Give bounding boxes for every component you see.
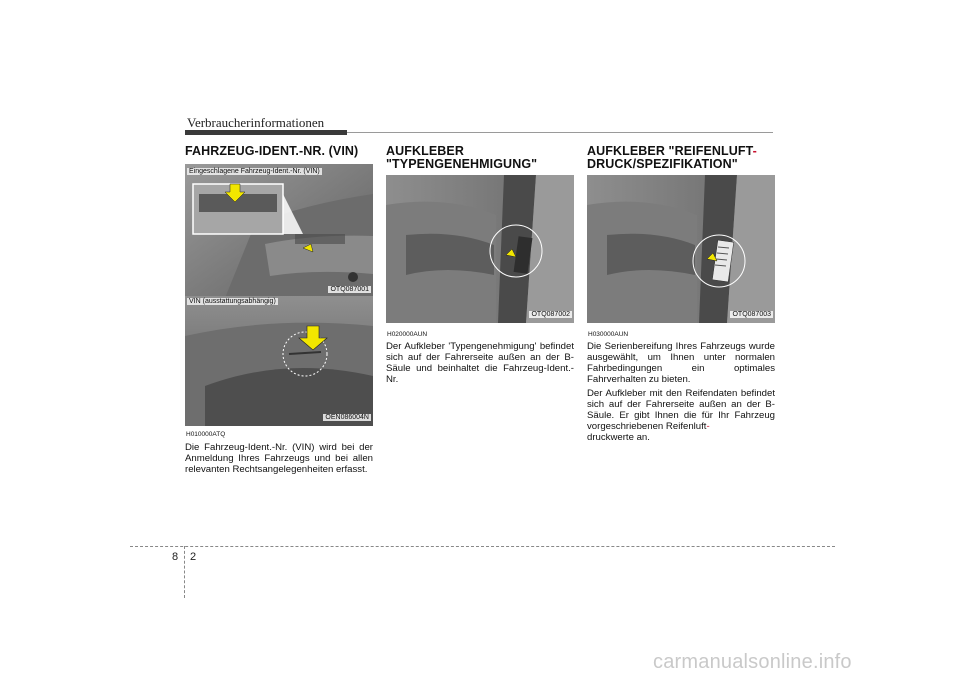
chapter-number: 8: [172, 551, 179, 563]
photo-code: OTQ087002: [531, 311, 570, 318]
paragraph-text: Der Aufkleber mit den Reifendaten befindet sich auf der Fahrerseite außen an der B-Säule. Er gibt Ihnen die für Ihr Fahrzeug vorgeschriebenen Reifenluft: [587, 388, 775, 432]
paragraph: Die Serienbereifung Ihres Fahrzeugs wurde ausgewählt, um Ihnen unter normalen Fahrbedingungen ein optimales Fahrverhalten zu bieten.: [587, 341, 775, 385]
photo-stamped-vin: [185, 164, 373, 298]
footer-rule: [130, 546, 835, 547]
heading-line: "TYPENGENEHMIGUNG": [386, 157, 538, 171]
body-text: [185, 442, 373, 478]
photo-label: VIN (ausstattungsabhängig): [189, 298, 276, 305]
body-text: [386, 341, 574, 388]
section-heading-vin: FAHRZEUG-IDENT.-NR. (VIN): [185, 144, 359, 158]
hyphen: -: [706, 421, 710, 432]
dashboard-illustration: [185, 296, 373, 426]
photo-code: OEN086004N: [325, 414, 369, 421]
paragraph-text: druckwerte an.: [587, 432, 650, 443]
footer-divider: [184, 546, 185, 598]
door-sill-illustration: [185, 164, 373, 298]
header-rule: [347, 132, 773, 133]
heading-line: AUFKLEBER: [386, 144, 464, 158]
section-heading-type-approval: [386, 145, 537, 171]
header-bar: [185, 130, 347, 135]
b-pillar-illustration: [386, 175, 574, 323]
paragraph: Die Fahrzeug-Ident.-Nr. (VIN) wird bei der Anmeldung Ihres Fahrzeugs und bei allen relevanten Rechtsangelegenheiten erfasst.: [185, 442, 373, 475]
hyphen: -: [752, 144, 757, 158]
heading-line: AUFKLEBER "REIFENLUFT: [587, 144, 753, 158]
body-text: [587, 341, 775, 446]
section-heading-tire-pressure: [587, 145, 757, 171]
reference-code: H020000AUN: [387, 331, 428, 338]
photo-label: Eingeschlagene Fahrzeug-Ident.-Nr. (VIN): [189, 168, 320, 175]
paragraph: [587, 388, 775, 443]
paragraph: Der Aufkleber 'Typengenehmigung' befindet sich auf der Fahrerseite außen an der B-Säule und beinhaltet die Fahrzeug-Ident.-Nr.: [386, 341, 574, 385]
photo-type-approval-label: [386, 175, 574, 323]
watermark: carmanualsonline.info: [653, 651, 852, 673]
reference-code: H030000AUN: [588, 331, 629, 338]
running-header: Verbraucherinformationen: [187, 115, 325, 130]
heading-line: DRUCK/SPEZIFIKATION": [587, 157, 738, 171]
photo-tire-pressure-label: [587, 175, 775, 323]
reference-code: H010000ATQ: [186, 431, 226, 438]
photo-code: OTQ087001: [330, 286, 369, 293]
photo-vin-windshield: [185, 296, 373, 426]
photo-code: OTQ087003: [732, 311, 771, 318]
page-number: 2: [190, 551, 197, 563]
b-pillar-illustration: [587, 175, 775, 323]
